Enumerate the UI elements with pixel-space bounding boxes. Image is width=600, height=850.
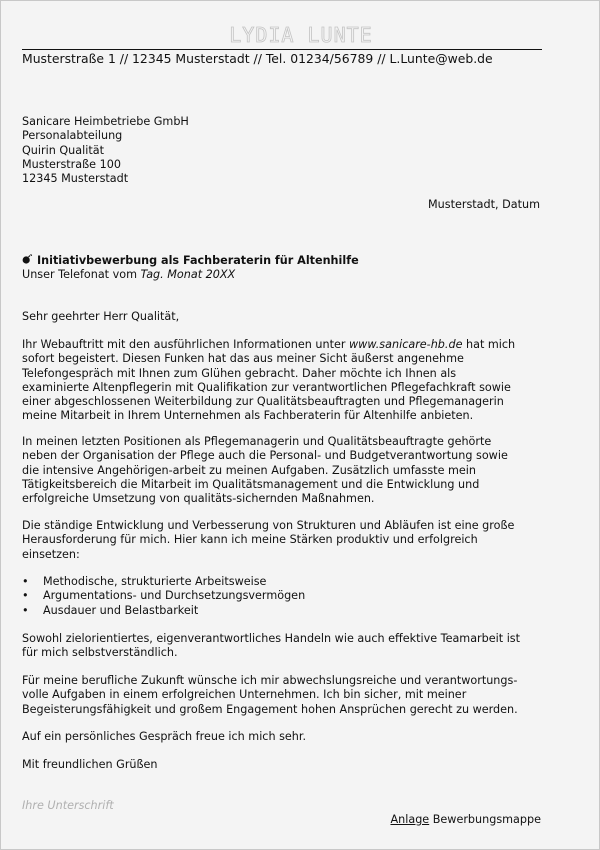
list-item-text: Argumentations- und Durchsetzungsvermögen bbox=[43, 589, 306, 603]
paragraph-line bbox=[22, 338, 567, 352]
paragraph-line: Sowohl zielorientiertes, eigenverantwortliches Handeln wie auch effektive Teamarbeit ist bbox=[22, 632, 521, 645]
bullet-icon: • bbox=[22, 603, 29, 617]
text-span: hat mich bbox=[462, 338, 516, 351]
salutation-text: Sehr geehrter Herr Qualität, bbox=[22, 310, 180, 323]
recipient-city: 12345 Musterstadt bbox=[22, 172, 129, 186]
recipient-company: Sanicare Heimbetriebe GmbH bbox=[22, 115, 189, 128]
recipient-department: Personalabteilung bbox=[22, 129, 123, 143]
letter-date: Musterstadt, Datum bbox=[428, 198, 540, 211]
paragraph-intro bbox=[22, 338, 567, 424]
paragraph-line: examinierte Altenpflegerin mit Qualifikation zur verantwortlichen Pflegefachkraft sowie bbox=[22, 380, 511, 394]
list-item bbox=[22, 604, 305, 618]
paragraph-line: für mich selbstverständlich. bbox=[22, 646, 178, 660]
paragraph-line: Begeisterungsfähigkeit und großem Engagement hohen Ansprüchen gerecht zu werden. bbox=[22, 702, 518, 716]
paragraph-line: Herausforderung für mich. Hier kann ich meine Stärken produktiv und erfolgreich bbox=[22, 533, 478, 547]
paragraph-line: Tätigkeitsbereich die Mitarbeit im Qualitätsmanagement und die Entwicklung und bbox=[22, 477, 480, 491]
signature-placeholder: Ihre Unterschrift bbox=[22, 799, 114, 812]
recipient-street: Musterstraße 100 bbox=[22, 157, 121, 171]
reference-date: Tag. Monat 20XX bbox=[140, 268, 236, 281]
paragraph-motivation bbox=[22, 519, 567, 562]
paragraph-line: volle Aufgaben in einem erfolgreichen Unternehmen. Ich bin sicher, mit meiner bbox=[22, 688, 467, 702]
sender-name-heading: LYDIA LUNTE bbox=[229, 23, 373, 47]
paragraph-line: einsetzen: bbox=[22, 547, 80, 561]
paragraph-line: Für meine berufliche Zukunft wünsche ich mir abwechslungsreiche und verantwortungs- bbox=[22, 674, 518, 687]
recipient-person: Quirin Qualität bbox=[22, 143, 104, 157]
paragraph-line: die intensive Angehörigen-arbeit zu meinen Aufgaben. Zusätzlich umfasste mein bbox=[22, 463, 476, 477]
paragraph-experience bbox=[22, 435, 567, 506]
closing-text: Mit freundlichen Grüßen bbox=[22, 758, 158, 771]
reference-prefix: Unser Telefonat vom bbox=[22, 268, 141, 281]
text-span: Ihr Webauftritt mit den ausführlichen Informationen unter bbox=[22, 338, 350, 351]
list-item bbox=[22, 589, 305, 603]
bullet-icon: • bbox=[22, 575, 29, 588]
paragraph-future bbox=[22, 674, 567, 717]
sender-contact-line: Musterstraße 1 // 12345 Musterstadt // Tel. 01234/56789 // L.Lunte@web.de bbox=[22, 51, 493, 66]
paragraph-line: erfolgreiche Umsetzung von qualitäts-sichernden Maßnahmen. bbox=[22, 492, 375, 506]
bullet-icon: • bbox=[22, 589, 29, 603]
paragraph-line: meine Mitarbeit in Ihrem Unternehmen als Fachberaterin für Altenhilfe anbieten. bbox=[22, 409, 474, 423]
paragraph-interview bbox=[22, 730, 567, 744]
subject-line bbox=[22, 254, 359, 269]
header-divider bbox=[22, 49, 542, 50]
paragraph-line: sofort begeistert. Diesen Funken hat das aus meiner Sicht äußerst angenehme bbox=[22, 352, 464, 366]
salutation bbox=[22, 310, 567, 324]
reference-line bbox=[22, 268, 235, 282]
list-item-text: Methodische, strukturierte Arbeitsweise bbox=[43, 575, 267, 588]
strengths-list bbox=[22, 575, 305, 618]
bomb-icon bbox=[22, 254, 33, 269]
closing-greeting bbox=[22, 758, 567, 772]
company-website-link[interactable]: www.sanicare-hb.de bbox=[349, 338, 463, 351]
paragraph-line: neben der Organisation der Pflege auch die Personal- und Budgetverantwortung sowie bbox=[22, 449, 508, 463]
paragraph-line: einer abgeschlossenen Weiterbildung zur Qualitätsbeauftragten und Pflegemanagerin bbox=[22, 395, 504, 409]
enclosure-item: Bewerbungsmappe bbox=[429, 813, 541, 826]
list-item-text: Ausdauer und Belastbarkeit bbox=[43, 603, 199, 617]
paragraph-line: Die ständige Entwicklung und Verbesserung von Strukturen und Abläufen ist eine große bbox=[22, 519, 515, 532]
paragraph-teamwork bbox=[22, 632, 567, 661]
subject-text: Initiativbewerbung als Fachberaterin für Altenhilfe bbox=[37, 254, 359, 267]
recipient-address bbox=[22, 115, 189, 186]
enclosure-note bbox=[390, 813, 541, 827]
list-item bbox=[22, 575, 305, 589]
paragraph-line: In meinen letzten Positionen als Pflegemanagerin und Qualitätsbeauftragte gehörte bbox=[22, 435, 492, 448]
enclosure-label: Anlage bbox=[390, 813, 430, 826]
paragraph-line: Telefongespräch mit Ihnen zum Glühen gebracht. Daher möchte ich Ihnen als bbox=[22, 366, 457, 380]
paragraph-line: Auf ein persönliches Gespräch freue ich mich sehr. bbox=[22, 730, 307, 743]
